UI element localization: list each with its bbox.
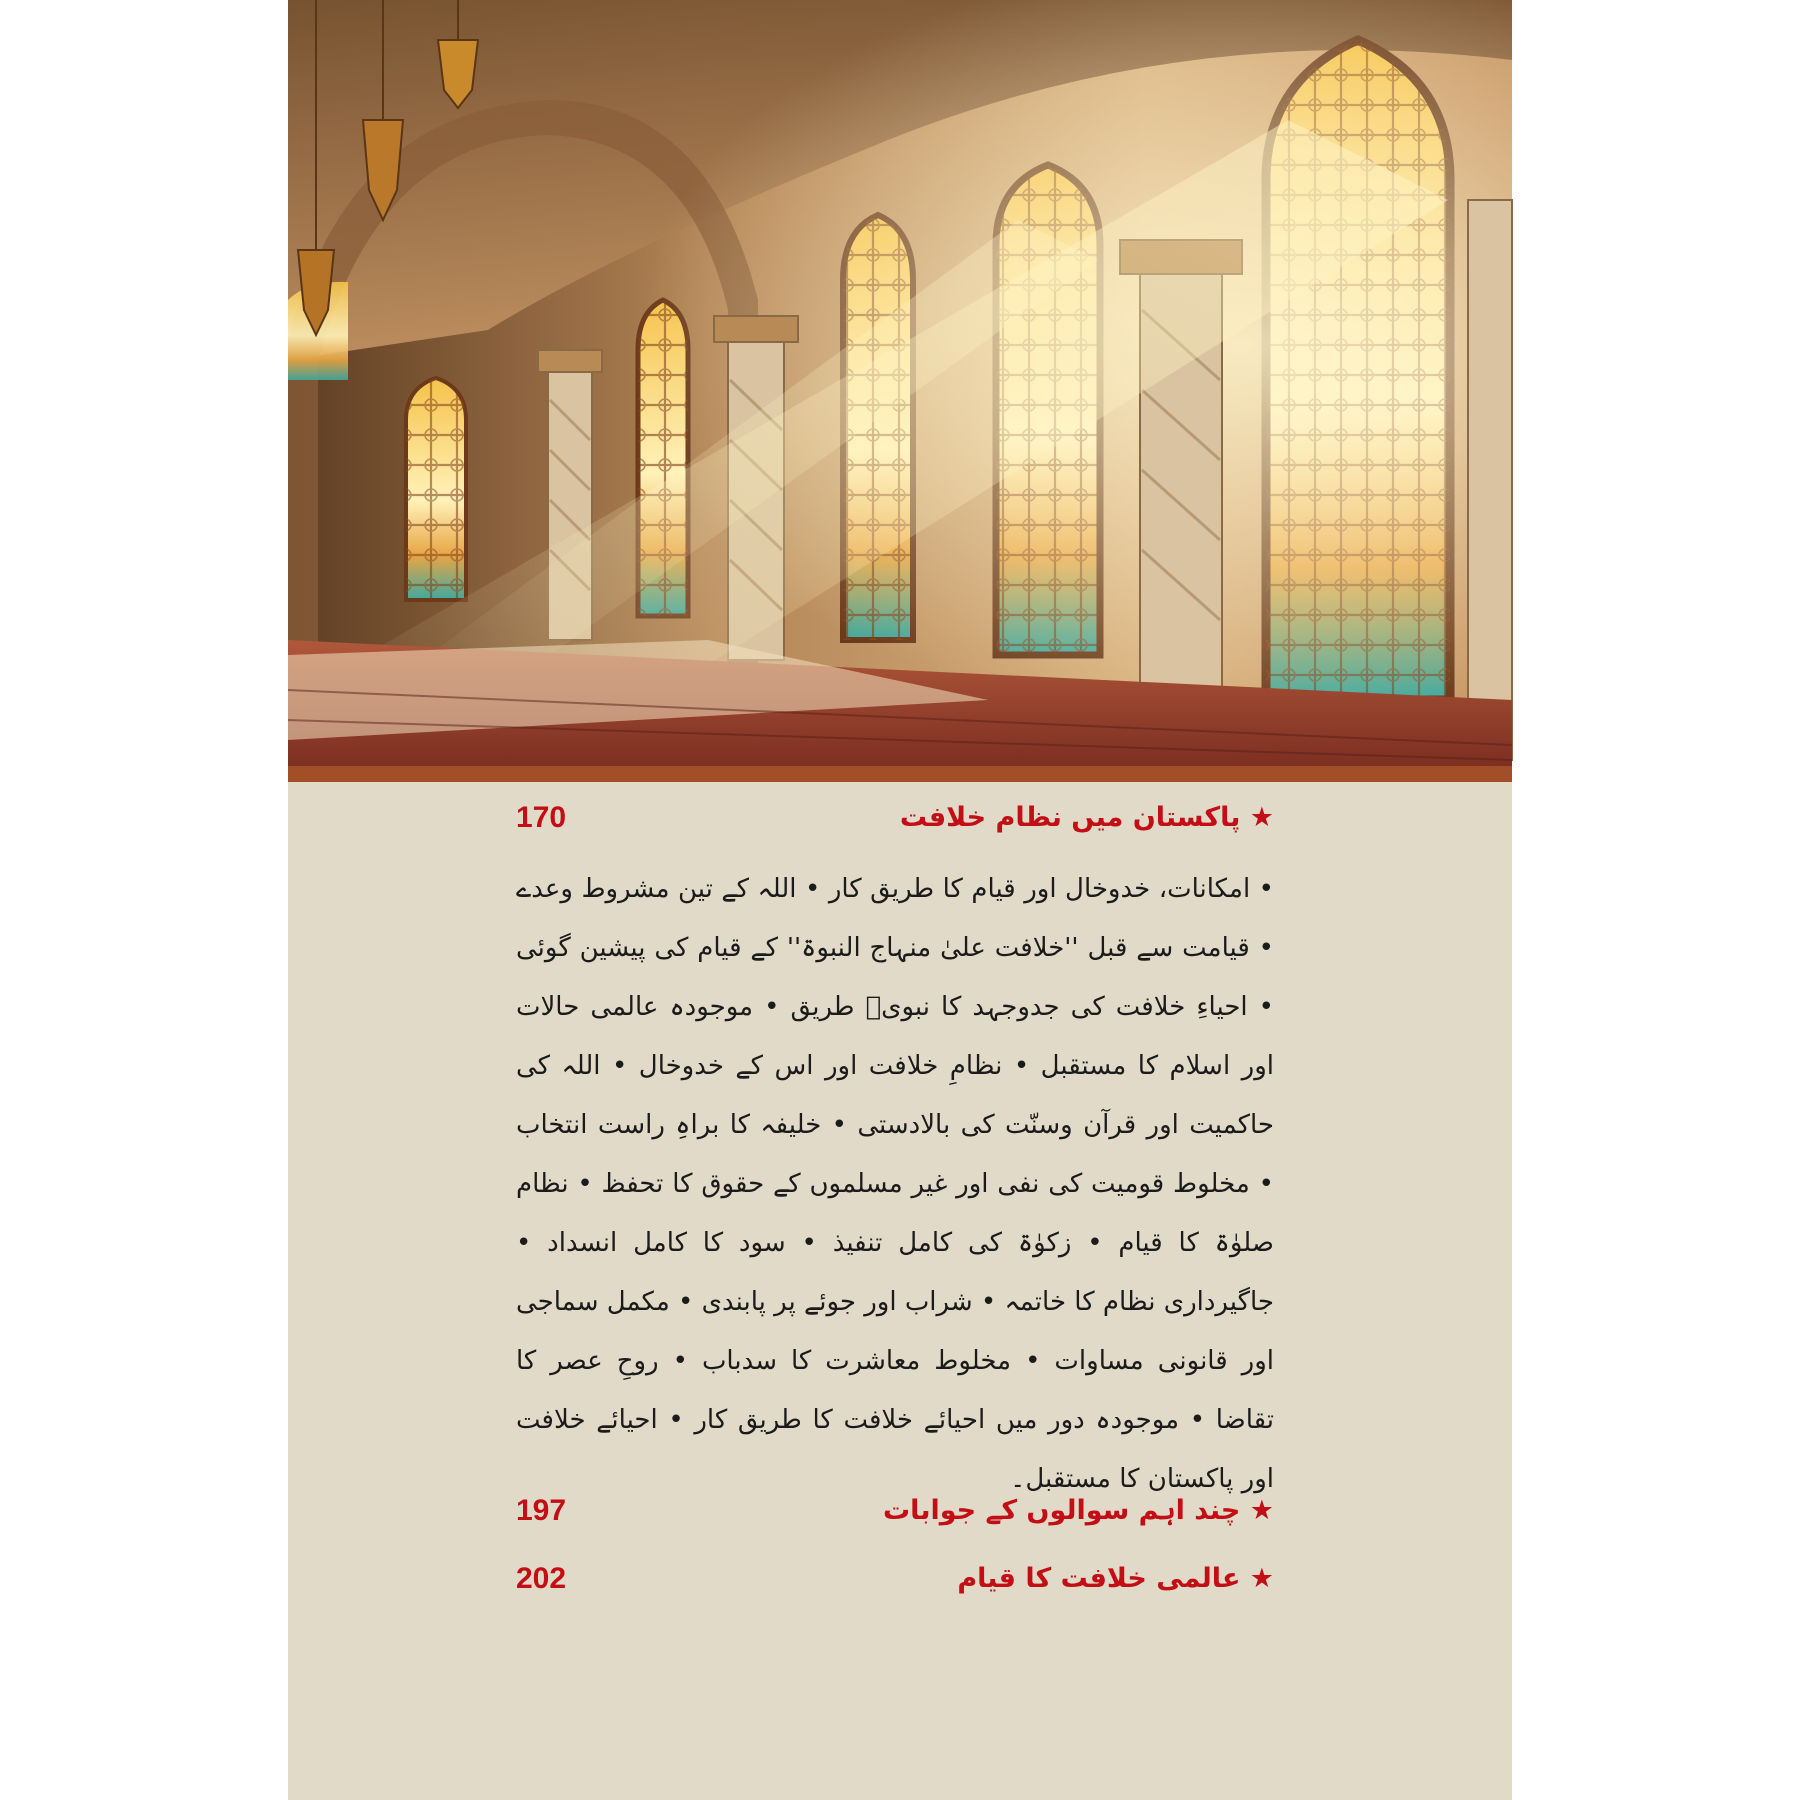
toc-entry-page-number: 202 bbox=[516, 1562, 567, 1595]
table-of-contents bbox=[516, 790, 1274, 1610]
divider-band bbox=[288, 766, 1512, 782]
toc-entry bbox=[516, 1551, 1274, 1607]
book-page bbox=[288, 0, 1512, 1800]
toc-entry-title: ★ عالمی خلافت کا قیام bbox=[957, 1563, 1274, 1594]
toc-entry-description: • امکانات، خدوخال اور قیام کا طریق کار • اللہ کے تین مشروط وعدے • قیامت سے قبل ''خلافت علیٰ منہاج النبوۃ'' کے قیام کی پیشین گوئی • احیاءِ خلافت کی جدوجہد کا نبویؐ طریق • موجودہ عالمی حالات اور اسلام کا مستقبل • نظامِ خلافت اور اس کے خدوخال • اللہ کی حاکمیت اور قرآن وسنّت کی بالادستی • خلیفہ کا براہِ راست انتخاب • مخلوط قومیت کی نفی اور غیر مسلموں کے حقوق کا تحفظ • نظام صلوٰۃ کا قیام • زکوٰۃ کی کامل تنفیذ • سود کا کامل انسداد • جاگیرداری نظام کا خاتمہ • شراب اور جوئے پر پابندی • مکمل سماجی اور قانونی مساوات • مخلوط معاشرت کا سدباب • روحِ عصر کا تقاضا • موجودہ دور میں احیائے خلافت کا طریق کار • احیائے خلافت اور پاکستان کا مستقبل۔ bbox=[516, 874, 1274, 1494]
toc-entry-title: ★ چند اہم سوالوں کے جوابات bbox=[883, 1495, 1274, 1526]
toc-entry bbox=[516, 790, 1274, 846]
mosque-interior-illustration bbox=[288, 0, 1512, 766]
toc-entry-page-number: 170 bbox=[516, 801, 567, 834]
toc-entry-title: ★ پاکستان میں نظام خلافت bbox=[899, 802, 1274, 833]
toc-entry bbox=[516, 1483, 1274, 1539]
toc-entry-page-number: 197 bbox=[516, 1494, 567, 1527]
